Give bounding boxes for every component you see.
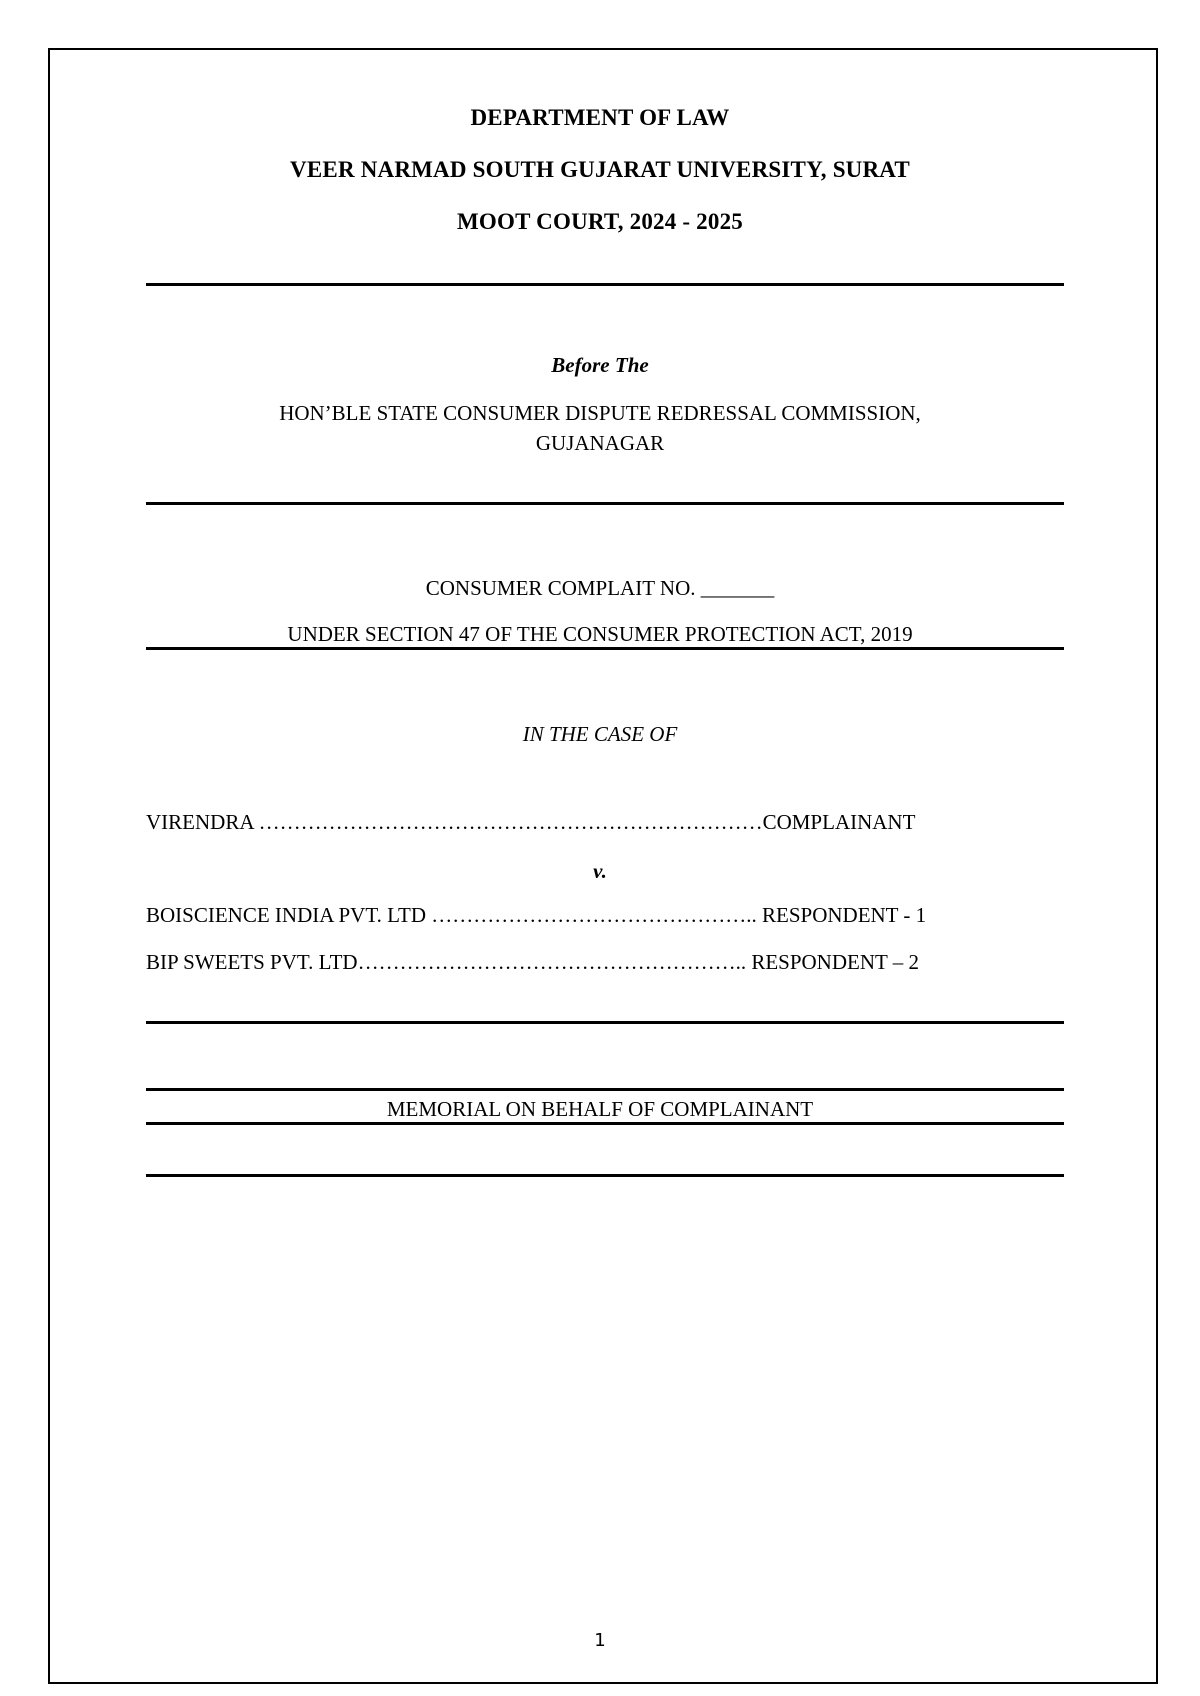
complainant-row: VIRENDRA ………………………………………………………………COMPLAINANT [146, 810, 916, 834]
page-number: 1 [594, 1630, 606, 1651]
divider [146, 283, 1064, 286]
divider [146, 1021, 1064, 1024]
case-heading: IN THE CASE OF [522, 722, 678, 746]
respondent-2-row: BIP SWEETS PVT. LTD……………………………………………….. RESPONDENT – 2 [146, 950, 919, 974]
memorial-title: MEMORIAL ON BEHALF OF COMPLAINANT [386, 1097, 814, 1121]
respondent-1-row: BOISCIENCE INDIA PVT. LTD ……………………………………….. RESPONDENT - 1 [146, 903, 927, 927]
versus-label: v. [593, 859, 607, 883]
forum-name-line2: GUJANAGAR [535, 431, 665, 455]
divider [146, 1174, 1064, 1177]
event-title: MOOT COURT, 2024 - 2025 [457, 209, 743, 234]
divider [146, 647, 1064, 650]
forum-name-line1: HON’BLE STATE CONSUMER DISPUTE REDRESSAL COMMISSION, [279, 401, 921, 425]
divider [146, 1088, 1064, 1091]
divider [146, 502, 1064, 505]
university-title: VEER NARMAD SOUTH GUJARAT UNIVERSITY, SURAT [290, 157, 910, 182]
complaint-section: UNDER SECTION 47 OF THE CONSUMER PROTECTION ACT, 2019 [287, 622, 913, 646]
complaint-number: CONSUMER COMPLAIT NO. _______ [425, 576, 775, 600]
divider [146, 1122, 1064, 1125]
before-label: Before The [551, 353, 649, 377]
department-title: DEPARTMENT OF LAW [470, 105, 730, 130]
